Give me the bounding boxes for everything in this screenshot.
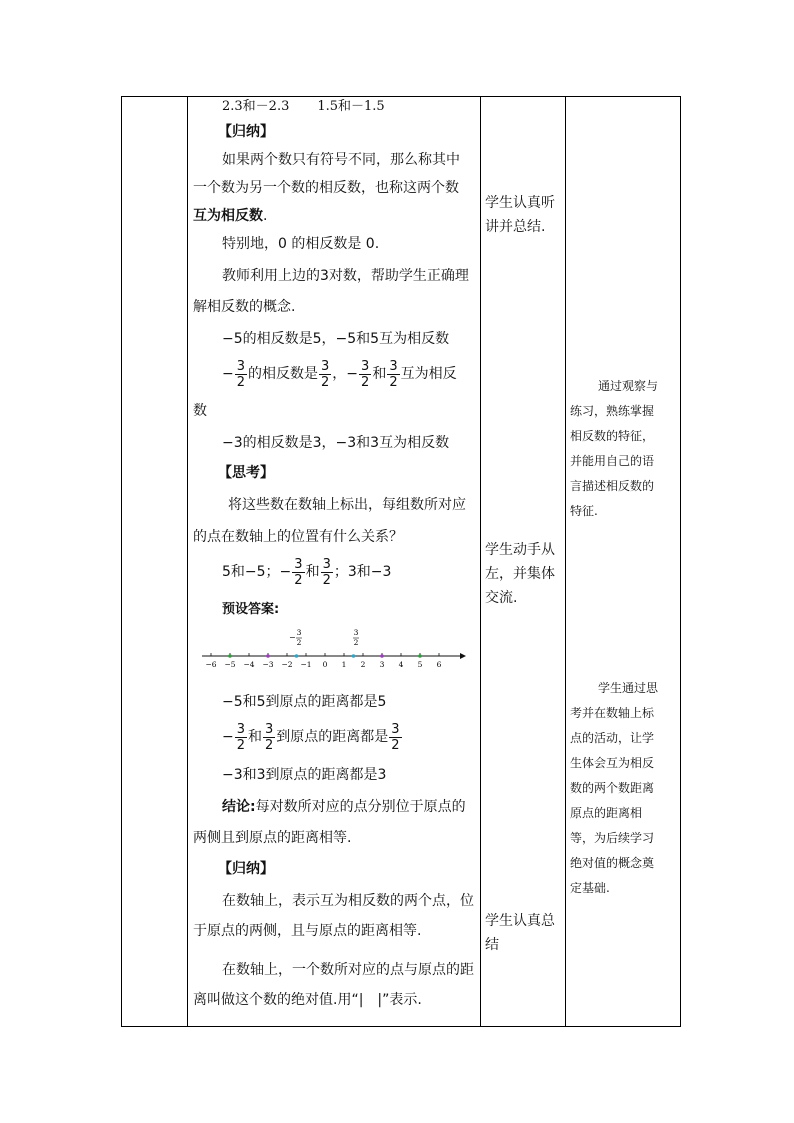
think-line1: 将这些数在数轴上标出，每组数所对应 xyxy=(228,497,466,513)
number-line-tick-label: 1 xyxy=(341,660,347,669)
summary1-line2: 一个数为另一个数的相反数，也称这两个数 xyxy=(193,180,459,196)
number-line-arrow xyxy=(460,653,466,659)
number-line-tick-label: 4 xyxy=(398,660,404,669)
column-divider-2 xyxy=(480,96,481,1026)
conclusion-line1: 结论:每对数所对应的点分别位于原点的 xyxy=(222,799,466,815)
label-neg-frac-den: 2 xyxy=(296,638,302,647)
distance-3: −3和3到原点的距离都是3 xyxy=(222,767,387,783)
summary2-line3: 在数轴上，一个数所对应的点与原点的距 xyxy=(222,962,474,978)
fraction-3-2: $\frac{3}{2}$ xyxy=(321,358,330,390)
teacher-line2: 解相反数的概念. xyxy=(193,299,296,315)
conclusion-label: 结论: xyxy=(222,799,256,815)
think-heading: 【思考】 xyxy=(218,465,274,481)
summary-heading-2: 【归纳】 xyxy=(218,861,274,877)
student-activity-2: 学生动手从 左，并集体 交流. xyxy=(485,542,555,606)
conclusion-line2: 两侧且到原点的距离相等. xyxy=(193,830,352,846)
marker-neg-3-2 xyxy=(295,654,299,658)
marker-pos-3-2 xyxy=(352,654,356,658)
design-purpose-2: 学生通过思 考并在数轴上标 点的活动，让学 生体会互为相反 数的两个数距离 原点的距离相 等，为后续学习 绝对值的概念奠 定基础. xyxy=(570,681,659,895)
column-divider-3 xyxy=(565,96,566,1026)
number-line-tick-label: −3 xyxy=(262,660,274,669)
marker-neg-5 xyxy=(228,654,232,658)
number-line-tick-label: −1 xyxy=(300,660,312,669)
fraction-3-2: $\frac{3}{2}$ xyxy=(265,721,274,753)
number-line-tick-label: −2 xyxy=(281,660,293,669)
opposite-number-term: 互为相反数 xyxy=(193,208,263,224)
number-line-tick-label: 3 xyxy=(379,660,385,669)
example-2: − $\frac{3}{2}$ 的相反数是 $\frac{3}{2}$ ，− $\frac{3}{2}$ 和 $\frac{3}{2}$ 互为相反 xyxy=(222,358,457,390)
answer-label: 预设答案: xyxy=(222,602,280,617)
number-line-tick-label: 2 xyxy=(360,660,366,669)
summary2-line2: 于原点的两侧，且与原点的距离相等. xyxy=(193,923,422,939)
marker-pos-5 xyxy=(418,654,422,658)
number-line-tick-label: 5 xyxy=(417,660,423,669)
fraction-3-2: $\frac{3}{2}$ xyxy=(236,358,246,390)
number-line-tick-label: 0 xyxy=(322,660,328,669)
fraction-3-2: $\frac{3}{2}$ xyxy=(361,358,370,390)
student-activity-3: 学生认真总 结 xyxy=(485,913,555,953)
top-pair-line: 2.3和－2.3 1.5和－1.5 xyxy=(222,99,385,114)
marker-neg-3 xyxy=(266,654,270,658)
summary1-line1: 如果两个数只有符号不同，那么称其中 xyxy=(222,152,460,168)
number-line-tick-label: −6 xyxy=(205,660,217,669)
fraction-3-2: $\frac{3}{2}$ xyxy=(322,556,331,588)
fraction-3-2: $\frac{3}{2}$ xyxy=(391,721,400,753)
number-line-tick-label: 6 xyxy=(436,660,442,669)
distance-1: −5和5到原点的距离都是5 xyxy=(222,694,387,710)
label-pos-frac-num: 3 xyxy=(353,628,359,637)
summary1-line3: 互为相反数. xyxy=(193,208,268,224)
summary1-zero-note: 特别地，0 的相反数是 0. xyxy=(222,236,380,252)
summary2-line1: 在数轴上，表示互为相反数的两个点，位 xyxy=(222,893,474,909)
label-neg-sign: − xyxy=(289,633,296,642)
design-purpose-1: 通过观察与 练习，熟练掌握 相反数的特征， 并能用自己的语 言描述相反数的 特征. xyxy=(570,379,659,518)
think-pairs: 5和−5；− $\frac{3}{2}$ 和 $\frac{3}{2}$ ；3和−3 xyxy=(222,556,392,588)
label-neg-frac-num: 3 xyxy=(296,628,302,637)
distance-2: − $\frac{3}{2}$ 和 $\frac{3}{2}$ 到原点的距离都是 $\frac{3}{2}$ xyxy=(222,721,400,753)
summary-heading-1: 【归纳】 xyxy=(218,124,274,140)
number-line-tick-label: −5 xyxy=(224,660,236,669)
fraction-3-2: $\frac{3}{2}$ xyxy=(389,358,398,390)
example-3: −3的相反数是3，−3和3互为相反数 xyxy=(222,435,450,451)
marker-pos-3 xyxy=(380,654,384,658)
number-line xyxy=(198,624,468,672)
example-1: −5的相反数是5，−5和5互为相反数 xyxy=(222,331,450,347)
example-2-wrap: 数 xyxy=(193,403,207,419)
student-activity-1: 学生认真听 讲并总结. xyxy=(485,195,555,235)
think-line2: 的点在数轴上的位置有什么关系？ xyxy=(193,529,403,545)
fraction-3-2: $\frac{3}{2}$ xyxy=(236,721,246,753)
teacher-line1: 教师利用上边的3对数，帮助学生正确理 xyxy=(222,268,469,284)
column-divider-1 xyxy=(187,96,188,1026)
fraction-3-2: $\frac{3}{2}$ xyxy=(294,556,303,588)
label-pos-frac-den: 2 xyxy=(353,638,359,647)
summary2-line4: 离叫做这个数的绝对值.用“| |”表示. xyxy=(193,992,422,1008)
number-line-tick-label: −4 xyxy=(243,660,255,669)
